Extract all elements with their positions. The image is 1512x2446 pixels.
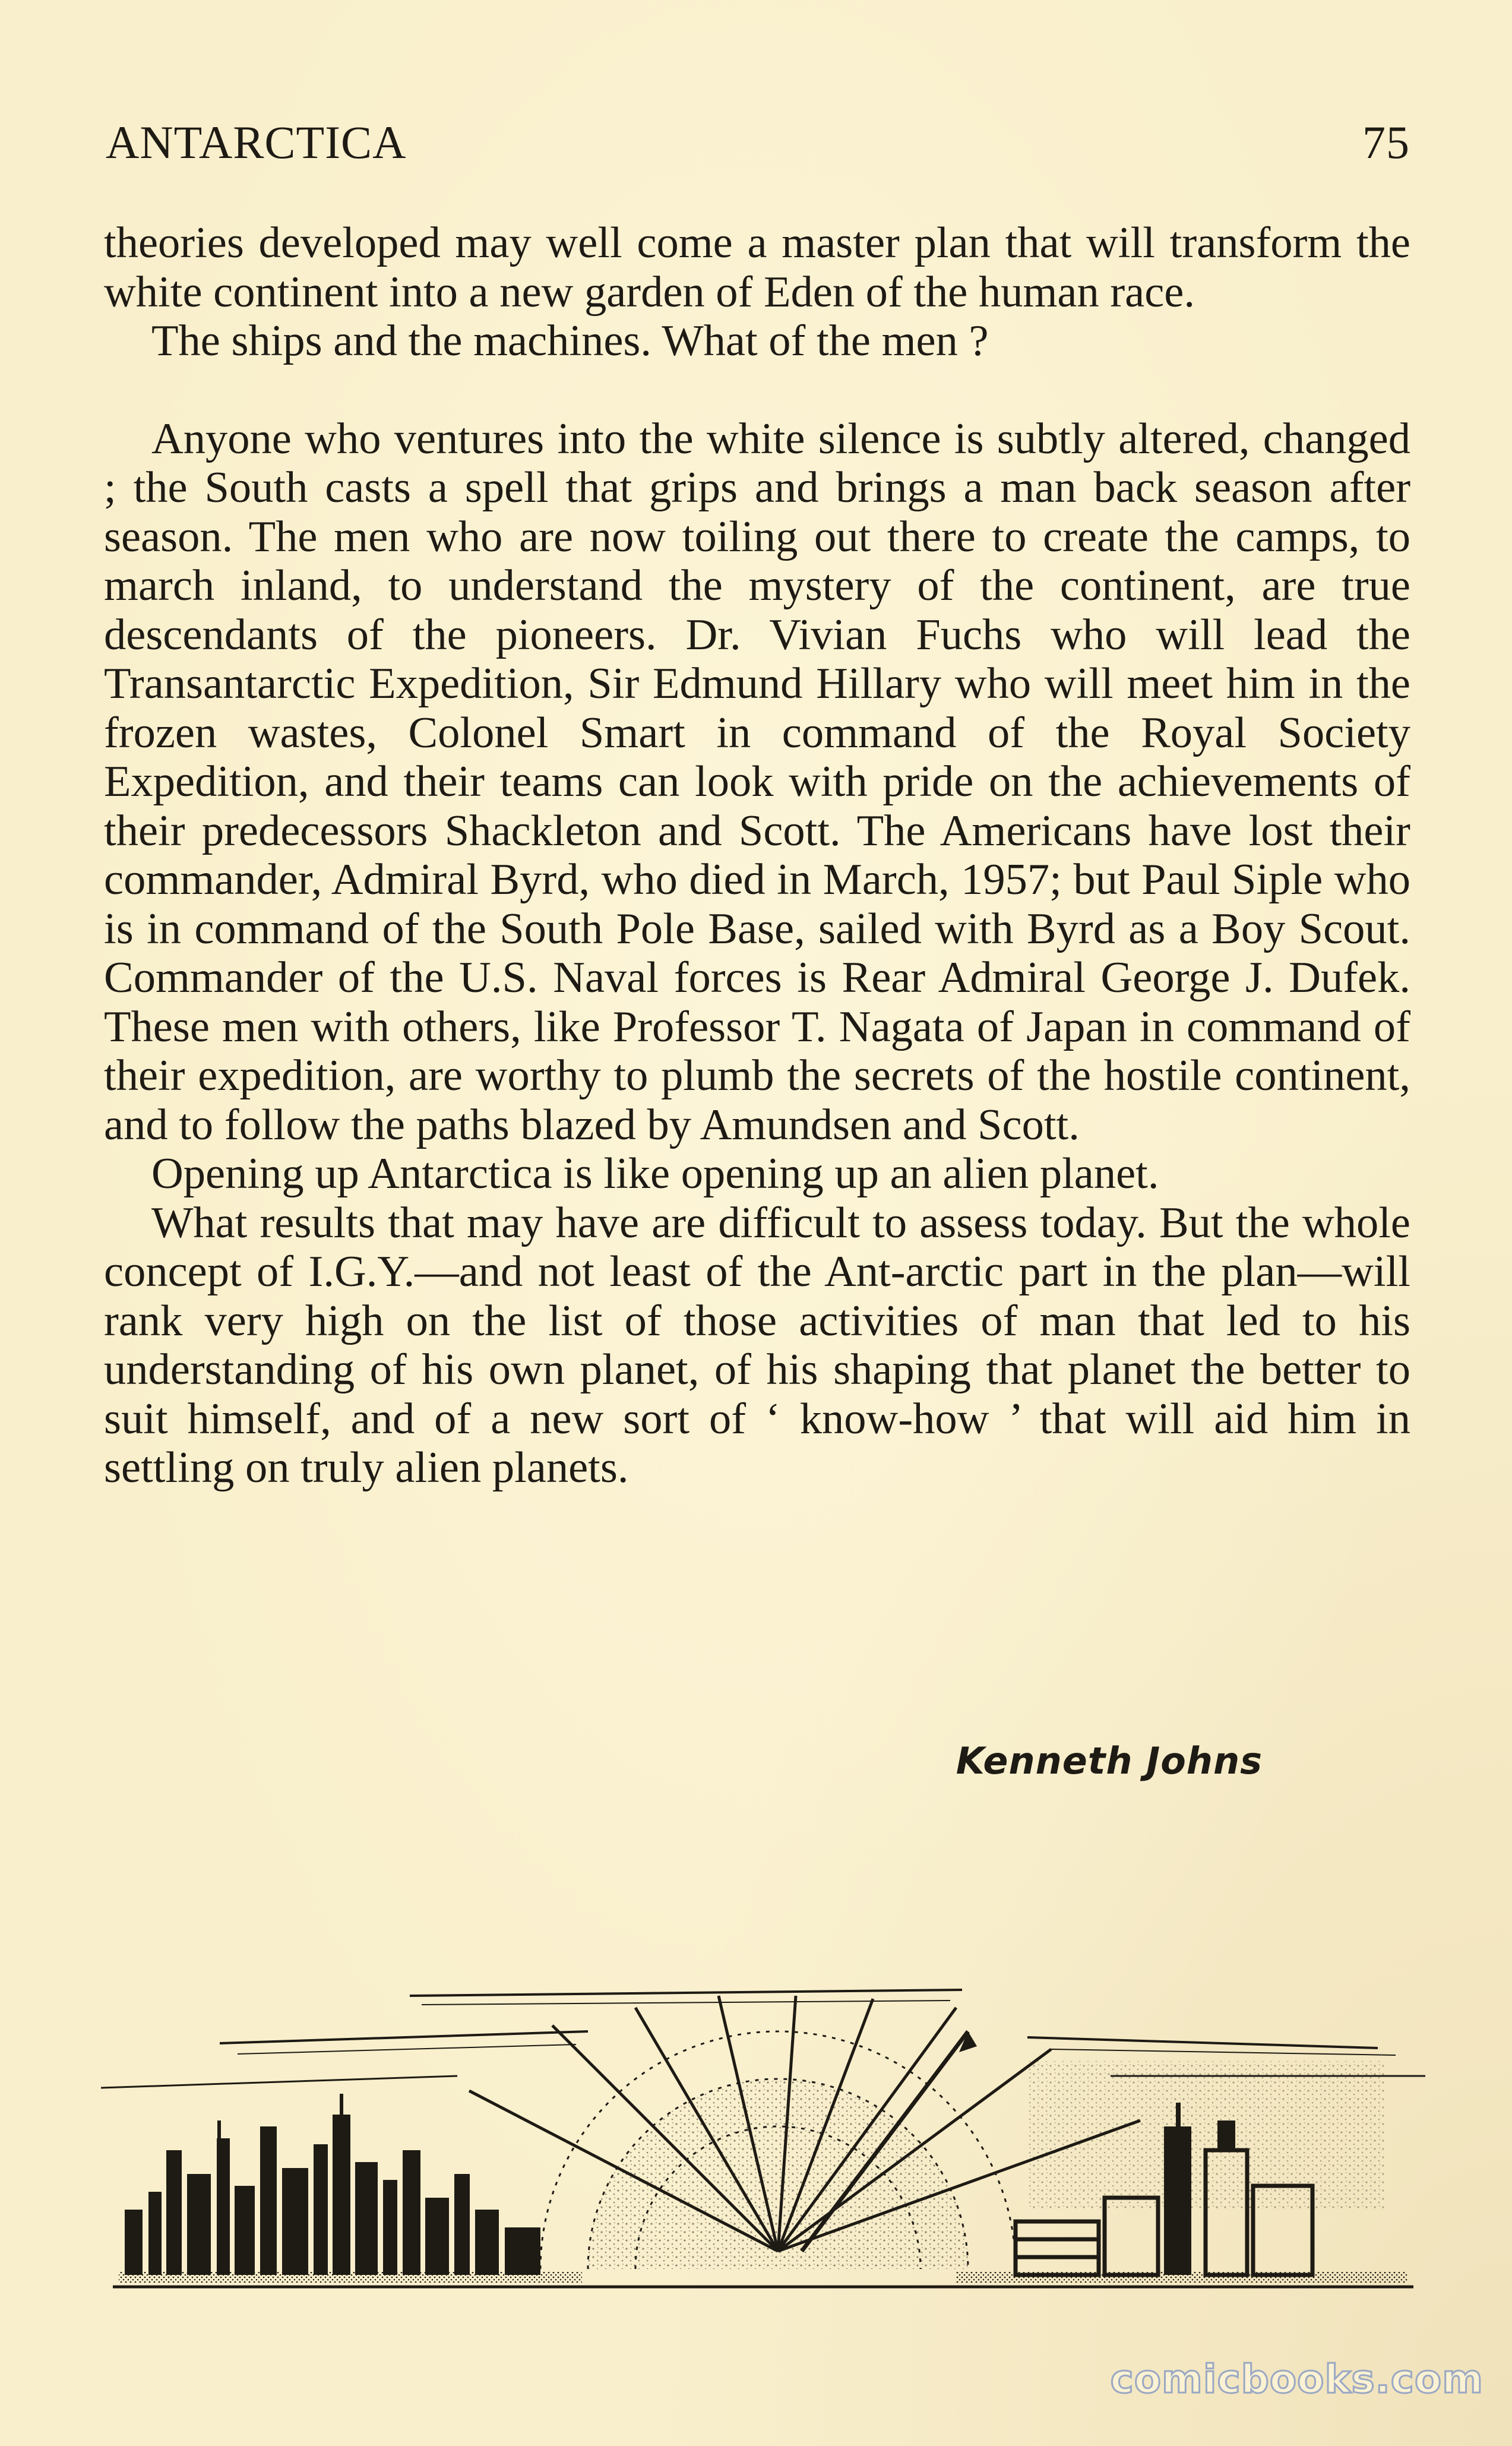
author-signature: Kenneth Johns bbox=[956, 1739, 1263, 1783]
section-break bbox=[104, 366, 1410, 415]
running-head-title: ANTARCTICA bbox=[106, 116, 407, 168]
page-number: 75 bbox=[1362, 116, 1410, 168]
city-skyline-illustration bbox=[101, 1972, 1425, 2305]
paragraph-white-silence: Anyone who ventures into the white silence is subtly altered, changed ; the South casts a spell that grips and brings a man back season after season. The men who are now toiling out there to create the camps, to march inland, to understand the mystery of the continent, are true descendants of the pioneers. Dr. Vivian Fuchs who will lead the Transantarctic Expedition, Sir Edmund Hillary who will meet him in the frozen wastes, Colonel Smart in command of the Royal Society Expedition, and their teams can look with pride on the achievements of their predecessors Shackleton and Scott. The Americans have lost their commander, Admiral Byrd, who died in March, 1957; but Paul Siple who is in command of the South Pole Base, sailed with Byrd as a Boy Scout. Commander of the U.S. Naval forces is Rear Admiral George J. Dufek. These men with others, like Professor T. Nagata of Japan in command of their expedition, are worthy to plumb the secrets of the hostile continent, and to follow the paths blazed by Amundsen and Scott. bbox=[104, 414, 1410, 1149]
article-body bbox=[104, 219, 1410, 1493]
running-head bbox=[106, 116, 1410, 169]
paragraph-alien-planet: Opening up Antarctica is like opening up an alien planet. bbox=[151, 1149, 1159, 1198]
site-watermark: comicbooks.com bbox=[1110, 2356, 1483, 2402]
paragraph-continuation: theories developed may well come a master plan that will transform the white continent into a new garden of Eden of the human race. bbox=[104, 219, 1410, 317]
paragraph-conclusion: What results that may have are difficult to assess today. But the whole concept of I.G.Y.—and not least of the Ant-arctic part in the plan—will rank very high on the list of those activities of man that led to his understanding of his own planet, of his shaping that planet the better to suit himself, and of a new sort of ‘ know-how ’ that will aid him in settling on truly alien planets. bbox=[104, 1198, 1410, 1492]
paragraph-ships-machines: The ships and the machines. What of the men ? bbox=[151, 317, 989, 365]
